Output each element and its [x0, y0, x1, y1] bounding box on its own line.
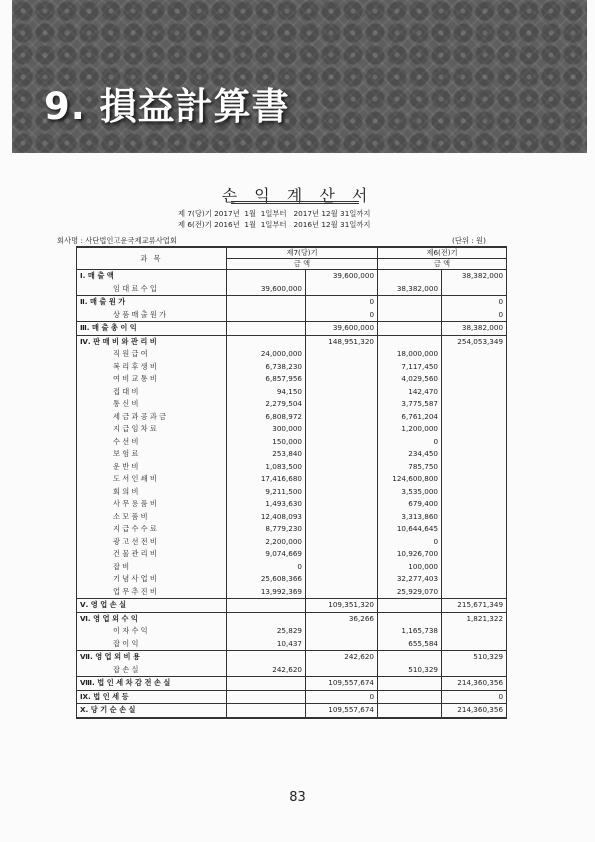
table-row: [77, 612, 507, 625]
account-name: Ⅱ. 매 출 원 가: [77, 296, 227, 309]
table-row: [77, 536, 507, 549]
table-row: [77, 704, 507, 718]
prior-total-amount: [442, 561, 507, 574]
prior-detail-amount: 142,470: [378, 386, 442, 399]
table-row: [77, 523, 507, 536]
title-underline: [231, 203, 359, 204]
section-title: 9. 損益計算書: [44, 85, 290, 128]
prior-detail-amount: 3,313,860: [378, 511, 442, 524]
current-detail-amount: 242,620: [227, 664, 306, 677]
prior-total-amount: [442, 448, 507, 461]
table-row: [77, 498, 507, 511]
prior-detail-amount: 38,382,000: [378, 283, 442, 296]
current-detail-amount: 2,279,504: [227, 398, 306, 411]
current-total-amount: [306, 638, 378, 651]
table-row: [77, 322, 507, 336]
current-detail-amount: 2,200,000: [227, 536, 306, 549]
current-total-amount: 109,557,674: [306, 677, 378, 691]
current-total-amount: [306, 386, 378, 399]
account-name: 상 품 매 출 원 가: [77, 309, 227, 322]
current-detail-amount: 39,600,000: [227, 283, 306, 296]
current-total-amount: [306, 473, 378, 486]
current-detail-amount: [227, 309, 306, 322]
current-total-amount: 0: [306, 296, 378, 309]
header-banner: [12, 0, 587, 153]
current-total-amount: [306, 561, 378, 574]
current-total-amount: [306, 548, 378, 561]
table-row: [77, 461, 507, 474]
prior-detail-amount: 100,000: [378, 561, 442, 574]
account-name: Ⅰ. 매 출 액: [77, 270, 227, 283]
current-detail-amount: 1,493,630: [227, 498, 306, 511]
current-detail-amount: [227, 690, 306, 704]
current-detail-amount: [227, 296, 306, 309]
header-current-period: 제7(당)기: [227, 247, 378, 259]
prior-detail-amount: 3,775,587: [378, 398, 442, 411]
current-total-amount: [306, 398, 378, 411]
table-row: [77, 270, 507, 283]
prior-detail-amount: 679,400: [378, 498, 442, 511]
current-total-amount: [306, 586, 378, 599]
current-detail-amount: 150,000: [227, 436, 306, 449]
prior-total-amount: 214,360,356: [442, 677, 507, 691]
table-row: [77, 361, 507, 374]
table-row: [77, 473, 507, 486]
prior-detail-amount: 1,165,738: [378, 625, 442, 638]
company-name: 회사명 : 사단법인고운국제교류사업회: [57, 236, 177, 245]
prior-total-amount: [442, 536, 507, 549]
income-statement-table: [76, 246, 507, 719]
prior-detail-amount: 10,926,700: [378, 548, 442, 561]
prior-detail-amount: [378, 704, 442, 718]
table-row: [77, 690, 507, 704]
account-name: 여 비 교 통 비: [77, 373, 227, 386]
table-row: [77, 348, 507, 361]
prior-total-amount: 0: [442, 690, 507, 704]
period-current: 제 7(당)기 2017년 1월 1일부터 2017년 12월 31일까지: [178, 209, 371, 218]
prior-total-amount: [442, 511, 507, 524]
prior-detail-amount: [378, 677, 442, 691]
account-name: 지 급 수 수 료: [77, 523, 227, 536]
prior-detail-amount: 32,277,403: [378, 573, 442, 586]
document-title: 손 익 계 산 서: [221, 186, 374, 205]
prior-total-amount: [442, 361, 507, 374]
account-name: 운 반 비: [77, 461, 227, 474]
prior-detail-amount: 785,750: [378, 461, 442, 474]
current-total-amount: [306, 498, 378, 511]
table-row: [77, 386, 507, 399]
current-total-amount: 109,557,674: [306, 704, 378, 718]
table-row: [77, 411, 507, 424]
current-detail-amount: 12,408,093: [227, 511, 306, 524]
prior-total-amount: [442, 573, 507, 586]
account-name: 접 대 비: [77, 386, 227, 399]
current-total-amount: 242,620: [306, 651, 378, 664]
current-detail-amount: 253,840: [227, 448, 306, 461]
table-row: [77, 309, 507, 322]
account-name: 사 무 용 품 비: [77, 498, 227, 511]
prior-detail-amount: [378, 651, 442, 664]
account-name: 기 념 사 업 비: [77, 573, 227, 586]
current-detail-amount: [227, 599, 306, 613]
period-prior: 제 6(전)기 2016년 1월 1일부터 2016년 12월 31일까지: [178, 220, 371, 229]
prior-total-amount: [442, 436, 507, 449]
account-name: 건 물 관 리 비: [77, 548, 227, 561]
account-name: 복 리 후 생 비: [77, 361, 227, 374]
account-name: Ⅲ. 매 출 총 이 익: [77, 322, 227, 336]
account-name: 지 급 임 차 료: [77, 423, 227, 436]
account-name: 세 금 과 공 과 금: [77, 411, 227, 424]
prior-total-amount: [442, 523, 507, 536]
current-total-amount: 148,951,320: [306, 335, 378, 348]
table-row: [77, 638, 507, 651]
prior-detail-amount: 6,761,204: [378, 411, 442, 424]
page-number: 83: [289, 790, 306, 805]
current-total-amount: 39,600,000: [306, 322, 378, 336]
prior-total-amount: [442, 348, 507, 361]
table-row: [77, 625, 507, 638]
title-underline: [231, 201, 359, 202]
current-detail-amount: [227, 612, 306, 625]
account-name: 임 대 료 수 입: [77, 283, 227, 296]
current-total-amount: [306, 423, 378, 436]
account-name: 이 자 수 익: [77, 625, 227, 638]
current-detail-amount: 300,000: [227, 423, 306, 436]
prior-total-amount: [442, 498, 507, 511]
prior-detail-amount: [378, 270, 442, 283]
current-detail-amount: [227, 704, 306, 718]
statement-rows: [77, 270, 507, 718]
current-total-amount: [306, 625, 378, 638]
prior-total-amount: 214,360,356: [442, 704, 507, 718]
current-detail-amount: 9,074,669: [227, 548, 306, 561]
current-total-amount: [306, 523, 378, 536]
current-detail-amount: [227, 270, 306, 283]
current-detail-amount: 8,779,230: [227, 523, 306, 536]
prior-detail-amount: [378, 296, 442, 309]
header-account: 과 목: [77, 247, 227, 270]
prior-detail-amount: [378, 599, 442, 613]
prior-detail-amount: [378, 690, 442, 704]
current-detail-amount: 0: [227, 561, 306, 574]
prior-detail-amount: 655,584: [378, 638, 442, 651]
table-row: [77, 398, 507, 411]
account-name: 수 선 비: [77, 436, 227, 449]
current-detail-amount: [227, 335, 306, 348]
current-total-amount: [306, 511, 378, 524]
account-name: 잡 비: [77, 561, 227, 574]
account-name: Ⅶ. 영 업 외 비 용: [77, 651, 227, 664]
account-name: 회 의 비: [77, 486, 227, 499]
prior-total-amount: 254,053,349: [442, 335, 507, 348]
table-row: [77, 335, 507, 348]
prior-total-amount: [442, 625, 507, 638]
unit-label: (단위 : 원): [452, 236, 486, 245]
prior-total-amount: [442, 638, 507, 651]
account-name: 도 서 인 쇄 비: [77, 473, 227, 486]
account-name: Ⅴ. 영 업 손 실: [77, 599, 227, 613]
table-row: [77, 599, 507, 613]
table-row: [77, 548, 507, 561]
current-total-amount: 39,600,000: [306, 270, 378, 283]
prior-detail-amount: [378, 309, 442, 322]
table-row: [77, 677, 507, 691]
prior-total-amount: [442, 411, 507, 424]
current-detail-amount: 6,808,972: [227, 411, 306, 424]
prior-total-amount: 38,382,000: [442, 322, 507, 336]
prior-total-amount: [442, 586, 507, 599]
prior-total-amount: 1,821,322: [442, 612, 507, 625]
prior-total-amount: [442, 664, 507, 677]
prior-detail-amount: 124,600,800: [378, 473, 442, 486]
current-total-amount: [306, 536, 378, 549]
account-name: Ⅹ. 당 기 순 손 실: [77, 704, 227, 718]
current-detail-amount: 9,211,500: [227, 486, 306, 499]
current-detail-amount: 94,150: [227, 386, 306, 399]
table-row: [77, 423, 507, 436]
account-name: Ⅸ. 법 인 세 등: [77, 690, 227, 704]
current-total-amount: [306, 348, 378, 361]
prior-detail-amount: 10,644,645: [378, 523, 442, 536]
account-name: 보 험 료: [77, 448, 227, 461]
table-row: [77, 296, 507, 309]
current-detail-amount: [227, 651, 306, 664]
prior-detail-amount: [378, 335, 442, 348]
prior-detail-amount: 4,029,560: [378, 373, 442, 386]
account-name: 광 고 선 전 비: [77, 536, 227, 549]
prior-detail-amount: 1,200,000: [378, 423, 442, 436]
current-total-amount: [306, 373, 378, 386]
header-amount-current: 금 액: [227, 259, 378, 270]
prior-detail-amount: [378, 322, 442, 336]
current-total-amount: [306, 664, 378, 677]
prior-total-amount: [442, 423, 507, 436]
account-name: 소 모 품 비: [77, 511, 227, 524]
account-name: Ⅷ. 법 인 세 차 감 전 손 실: [77, 677, 227, 691]
table-row: [77, 586, 507, 599]
prior-detail-amount: 25,929,070: [378, 586, 442, 599]
prior-detail-amount: 18,000,000: [378, 348, 442, 361]
prior-total-amount: [442, 283, 507, 296]
current-detail-amount: [227, 677, 306, 691]
current-detail-amount: 6,857,956: [227, 373, 306, 386]
account-name: 업 무 추 진 비: [77, 586, 227, 599]
current-detail-amount: 24,000,000: [227, 348, 306, 361]
prior-detail-amount: 510,329: [378, 664, 442, 677]
table-row: [77, 448, 507, 461]
current-total-amount: [306, 486, 378, 499]
prior-total-amount: 215,671,349: [442, 599, 507, 613]
current-total-amount: [306, 461, 378, 474]
current-total-amount: [306, 411, 378, 424]
current-total-amount: [306, 573, 378, 586]
header-prior-period: 제6(전)기: [378, 247, 507, 259]
current-detail-amount: [227, 322, 306, 336]
account-name: Ⅳ. 판 매 비 와 관 리 비: [77, 335, 227, 348]
prior-total-amount: [442, 473, 507, 486]
prior-detail-amount: 0: [378, 536, 442, 549]
current-total-amount: 109,351,320: [306, 599, 378, 613]
account-name: 직 원 급 여: [77, 348, 227, 361]
prior-detail-amount: 3,535,000: [378, 486, 442, 499]
prior-detail-amount: 234,450: [378, 448, 442, 461]
prior-total-amount: 510,329: [442, 651, 507, 664]
prior-total-amount: [442, 548, 507, 561]
prior-total-amount: [442, 398, 507, 411]
current-total-amount: 0: [306, 690, 378, 704]
current-total-amount: [306, 436, 378, 449]
table-row: [77, 511, 507, 524]
prior-detail-amount: [378, 612, 442, 625]
current-detail-amount: 1,083,500: [227, 461, 306, 474]
current-detail-amount: 25,829: [227, 625, 306, 638]
prior-total-amount: 38,382,000: [442, 270, 507, 283]
table-row: [77, 573, 507, 586]
current-total-amount: 0: [306, 309, 378, 322]
current-total-amount: [306, 448, 378, 461]
current-detail-amount: 10,437: [227, 638, 306, 651]
prior-total-amount: [442, 386, 507, 399]
table-row: [77, 283, 507, 296]
account-name: 통 신 비: [77, 398, 227, 411]
prior-total-amount: [442, 373, 507, 386]
current-detail-amount: 6,738,230: [227, 361, 306, 374]
prior-total-amount: [442, 486, 507, 499]
table-row: [77, 651, 507, 664]
current-total-amount: 36,266: [306, 612, 378, 625]
table-row: [77, 486, 507, 499]
prior-detail-amount: 0: [378, 436, 442, 449]
prior-detail-amount: 7,117,450: [378, 361, 442, 374]
header-amount-prior: 금 액: [378, 259, 507, 270]
table-row: [77, 436, 507, 449]
current-total-amount: [306, 283, 378, 296]
table-row: [77, 373, 507, 386]
current-detail-amount: 13,992,369: [227, 586, 306, 599]
prior-total-amount: 0: [442, 296, 507, 309]
prior-total-amount: [442, 461, 507, 474]
table-row: [77, 664, 507, 677]
account-name: 잡 이 익: [77, 638, 227, 651]
account-name: 잡 손 실: [77, 664, 227, 677]
account-name: Ⅵ. 영 업 외 수 익: [77, 612, 227, 625]
table-row: [77, 561, 507, 574]
current-detail-amount: 17,416,680: [227, 473, 306, 486]
current-detail-amount: 25,608,366: [227, 573, 306, 586]
prior-total-amount: 0: [442, 309, 507, 322]
current-total-amount: [306, 361, 378, 374]
